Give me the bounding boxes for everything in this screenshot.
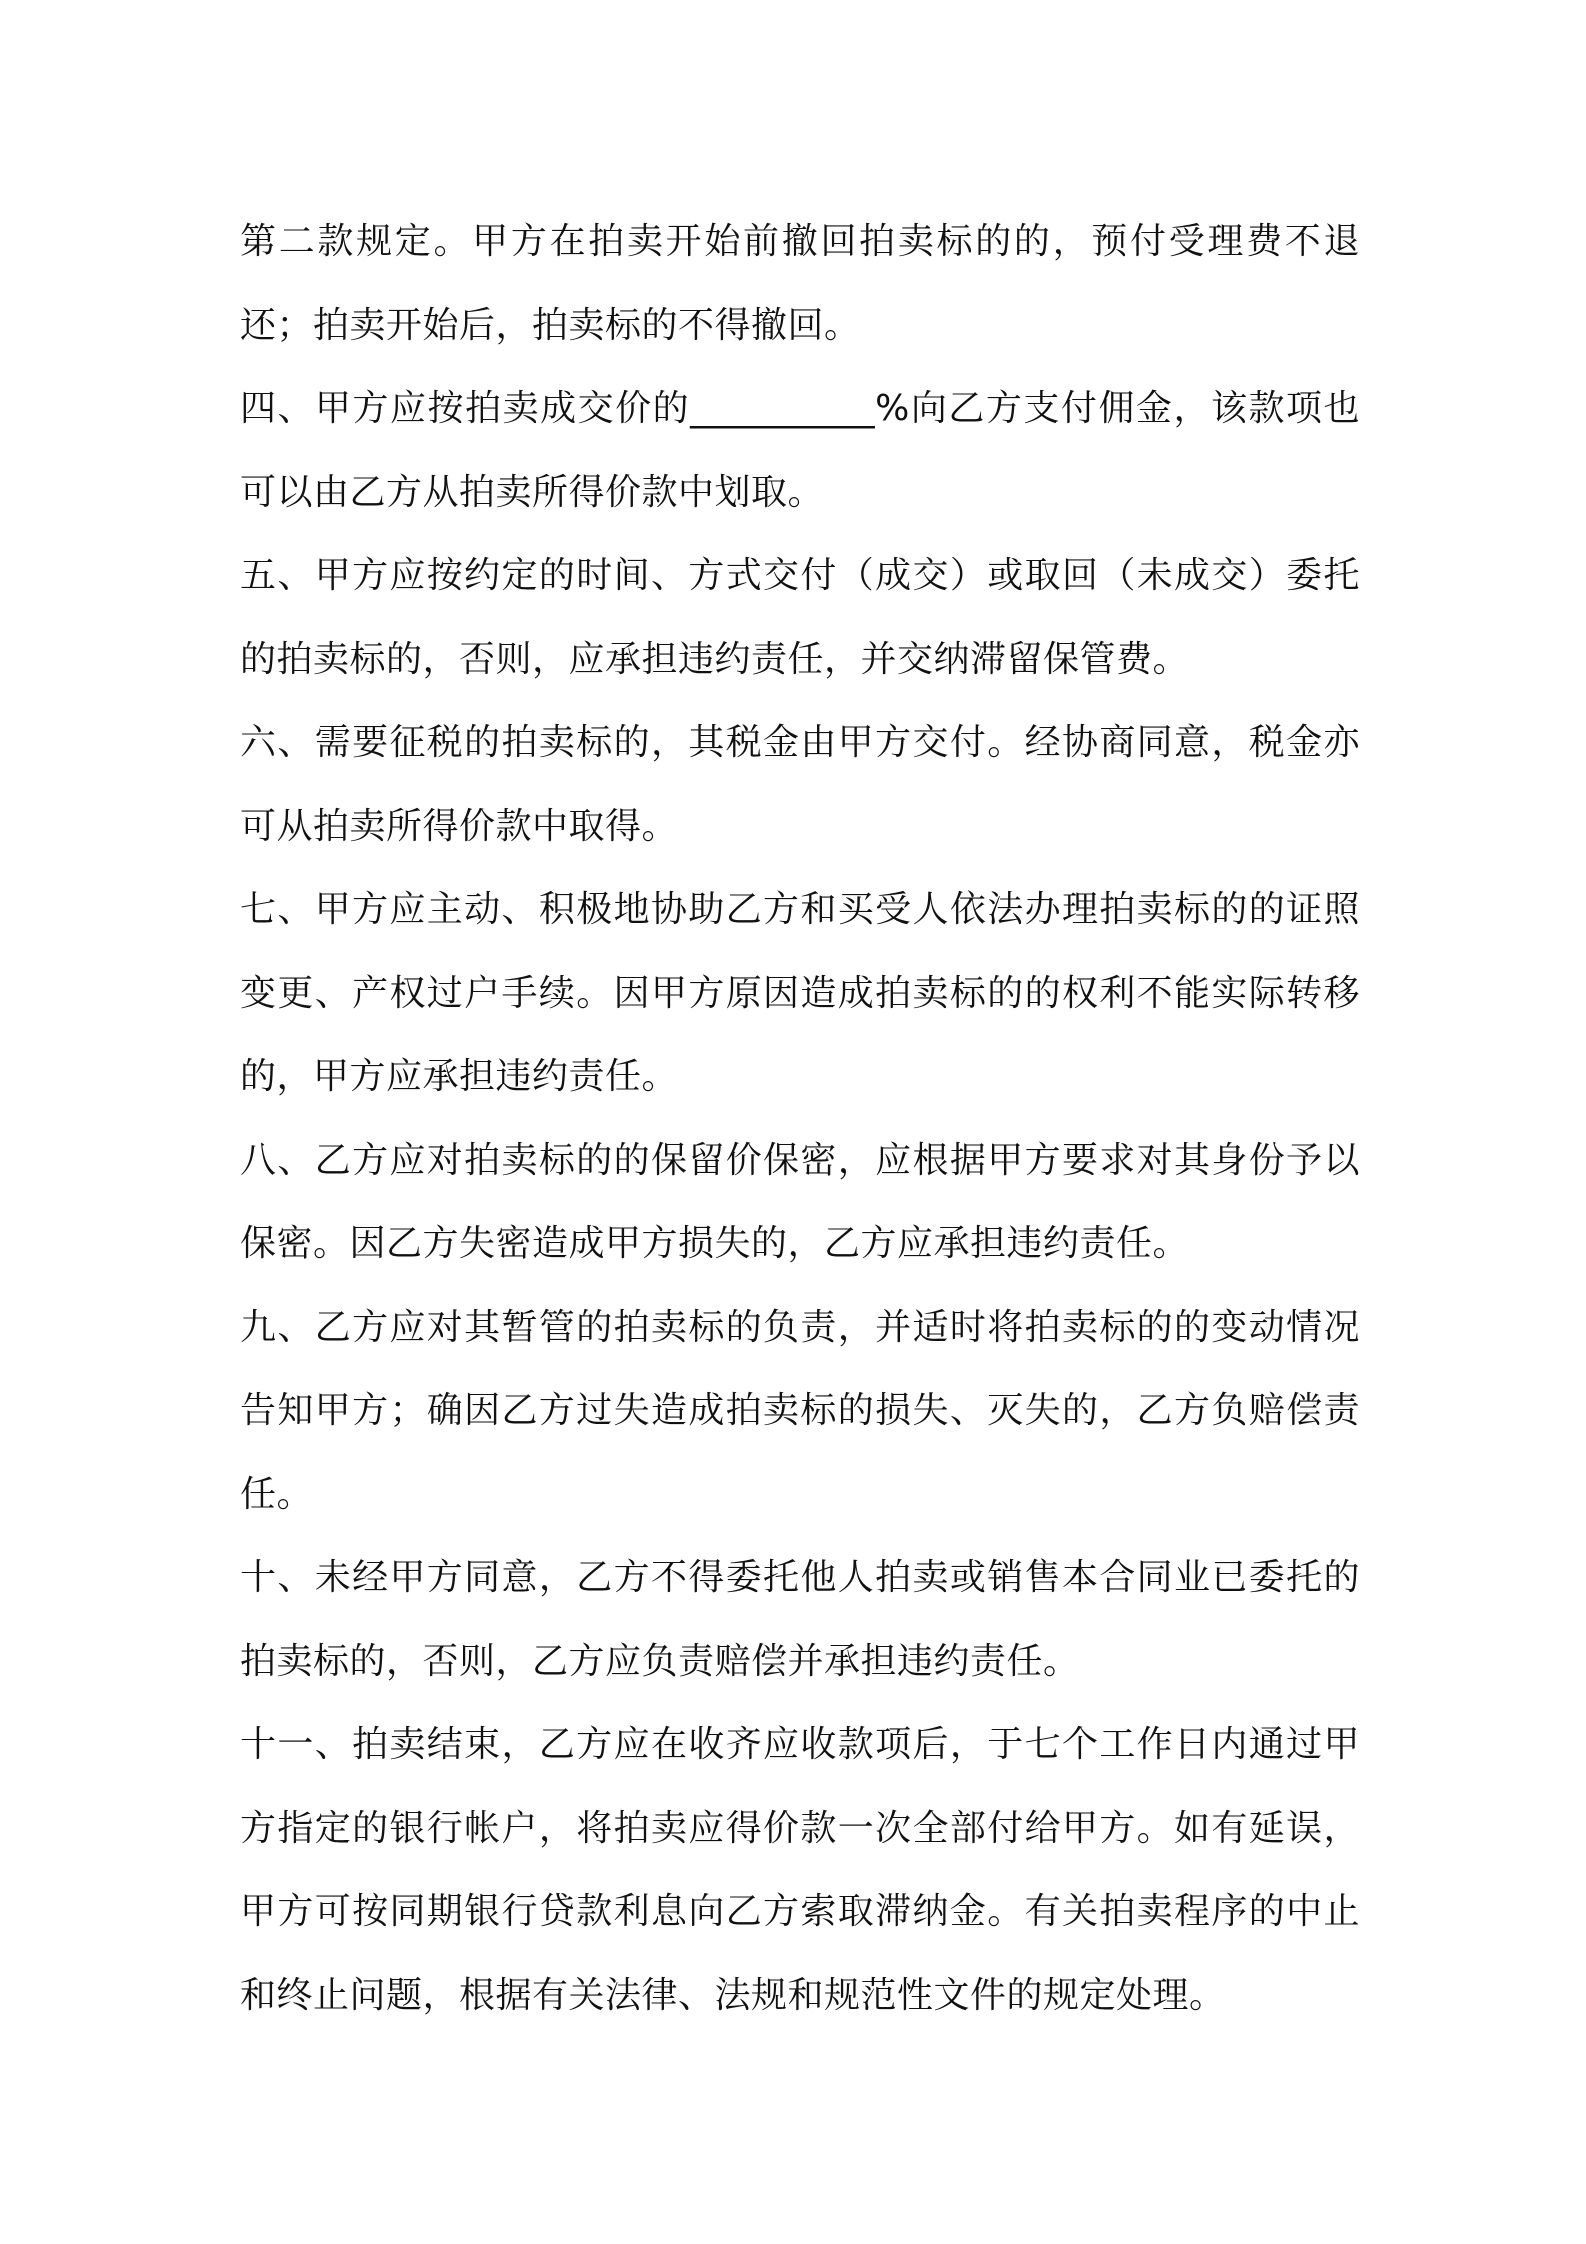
paragraph-clause-10: 十、未经甲方同意，乙方不得委托他人拍卖或销售本合同业已委托的拍卖标的，否则，乙方应负责赔偿并承担违约责任。	[240, 1557, 1360, 1682]
paragraph-clause-4: 四、甲方应按拍卖成交价的__________%向乙方支付佣金，该款项也可以由乙方从拍卖所得价款中划取。	[240, 388, 1360, 513]
paragraph-clause-2-continued: 第二款规定。甲方在拍卖开始前撤回拍卖标的的，预付受理费不退还；拍卖开始后，拍卖标的不得撤回。	[240, 221, 1360, 346]
paragraph-clause-11: 十一、拍卖结束，乙方应在收齐应收款项后，于七个工作日内通过甲方指定的银行帐户，将拍卖应得价款一次全部付给甲方。如有延误，甲方可按同期银行贷款利息向乙方索取滞纳金。有关拍卖程序的中止和终止问题，根据有关法律、法规和规范性文件的规定处理。	[240, 1724, 1360, 2016]
paragraph-clause-8: 八、乙方应对拍卖标的的保留价保密，应根据甲方要求对其身份予以保密。因乙方失密造成甲方损失的，乙方应承担违约责任。	[240, 1139, 1360, 1264]
paragraph-clause-6: 六、需要征税的拍卖标的，其税金由甲方交付。经协商同意，税金亦可从拍卖所得价款中取得。	[240, 722, 1360, 847]
document-body	[240, 200, 1360, 2037]
paragraph-clause-7: 七、甲方应主动、积极地协助乙方和买受人依法办理拍卖标的的证照变更、产权过户手续。因甲方原因造成拍卖标的的权利不能实际转移的，甲方应承担违约责任。	[240, 889, 1360, 1097]
paragraph-clause-5: 五、甲方应按约定的时间、方式交付（成交）或取回（未成交）委托的拍卖标的，否则，应承担违约责任，并交纳滞留保管费。	[240, 555, 1360, 680]
paragraph-clause-9: 九、乙方应对其暂管的拍卖标的负责，并适时将拍卖标的的变动情况告知甲方；确因乙方过失造成拍卖标的损失、灭失的，乙方负赔偿责任。	[240, 1306, 1360, 1515]
